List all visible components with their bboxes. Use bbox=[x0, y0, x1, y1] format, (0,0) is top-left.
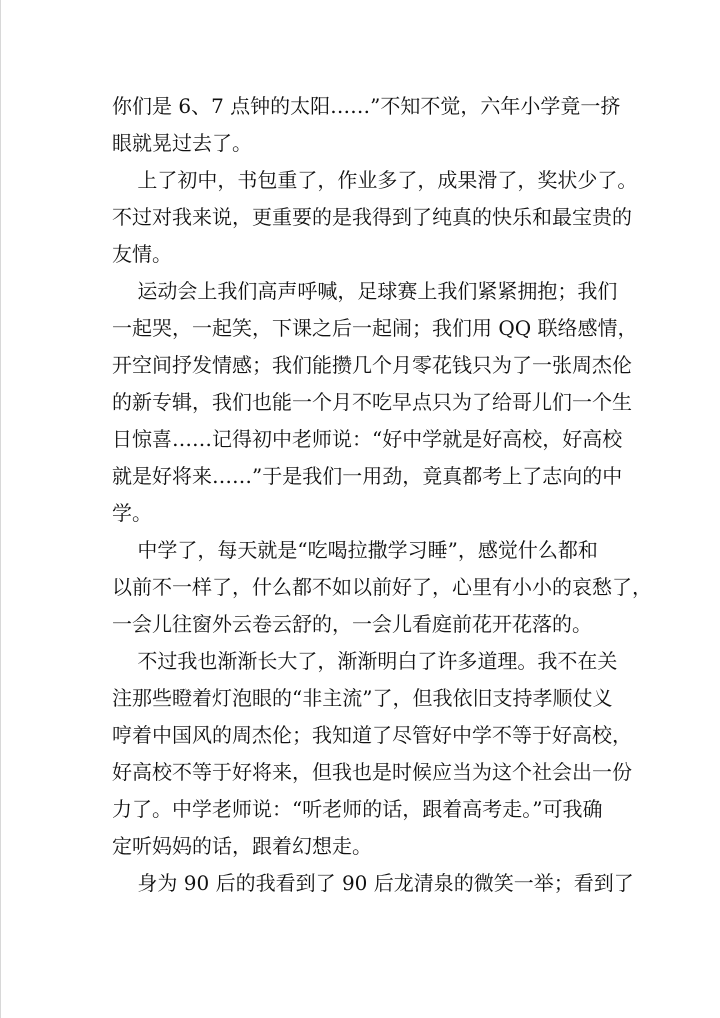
document-body bbox=[112, 88, 652, 902]
text-line: 身为 90 后的我看到了 90 后龙清泉的微笑一举；看到了 bbox=[112, 871, 634, 895]
paragraph-1 bbox=[112, 88, 621, 162]
paragraph-6 bbox=[112, 865, 634, 902]
paragraph-2 bbox=[112, 162, 638, 273]
text-line: 上了初中，书包重了，作业多了，成果滑了，奖状少了。 bbox=[112, 168, 638, 192]
text-line: 学。 bbox=[112, 501, 152, 525]
text-line: 不过对我来说，更重要的是我得到了纯真的快乐和最宝贵的 bbox=[112, 205, 632, 229]
text-line: 友情。 bbox=[112, 242, 172, 266]
text-line: 运动会上我们高声呼喊，足球赛上我们紧紧拥抱；我们 bbox=[112, 279, 618, 303]
text-line: 以前不一样了，什么都不如以前好了，心里有小小的哀愁了， bbox=[112, 575, 652, 599]
paragraph-4 bbox=[112, 532, 652, 643]
text-line: 你们是 6、7 点钟的太阳……”不知不觉，六年小学竟一挤 bbox=[112, 94, 621, 118]
text-line: 开空间抒发情感；我们能攒几个月零花钱只为了一张周杰伦 bbox=[112, 353, 632, 377]
text-line: 一会儿往窗外云卷云舒的，一会儿看庭前花开花落的。 bbox=[112, 612, 592, 636]
text-line: 日惊喜……记得初中老师说：“好中学就是好高校，好高校 bbox=[112, 427, 623, 451]
paragraph-5 bbox=[112, 643, 632, 865]
text-line: 中学了，每天就是“吃喝拉撒学习睡”，感觉什么都和 bbox=[112, 538, 598, 562]
page-left-border bbox=[0, 0, 1, 1018]
text-line: 的新专辑，我们也能一个月不吃早点只为了给哥儿们一个生 bbox=[112, 390, 632, 414]
text-line: 注那些瞪着灯泡眼的“非主流”了，但我依旧支持孝顺仗义 bbox=[112, 686, 613, 710]
text-line: 一起哭，一起笑，下课之后一起闹；我们用 QQ 联络感情， bbox=[112, 316, 638, 340]
text-line: 定听妈妈的话，跟着幻想走。 bbox=[112, 834, 372, 858]
text-line: 好高校不等于好将来，但我也是时候应当为这个社会出一份 bbox=[112, 760, 632, 784]
text-line: 就是好将来……”于是我们一用劲，竟真都考上了志向的中 bbox=[112, 464, 623, 488]
paragraph-3 bbox=[112, 273, 638, 532]
text-line: 哼着中国风的周杰伦；我知道了尽管好中学不等于好高校， bbox=[112, 723, 632, 747]
text-line: 不过我也渐渐长大了，渐渐明白了许多道理。我不在关 bbox=[112, 649, 618, 673]
text-line: 力了。中学老师说：“听老师的话，跟着高考走。”可我确 bbox=[112, 797, 603, 821]
text-line: 眼就晃过去了。 bbox=[112, 131, 252, 155]
